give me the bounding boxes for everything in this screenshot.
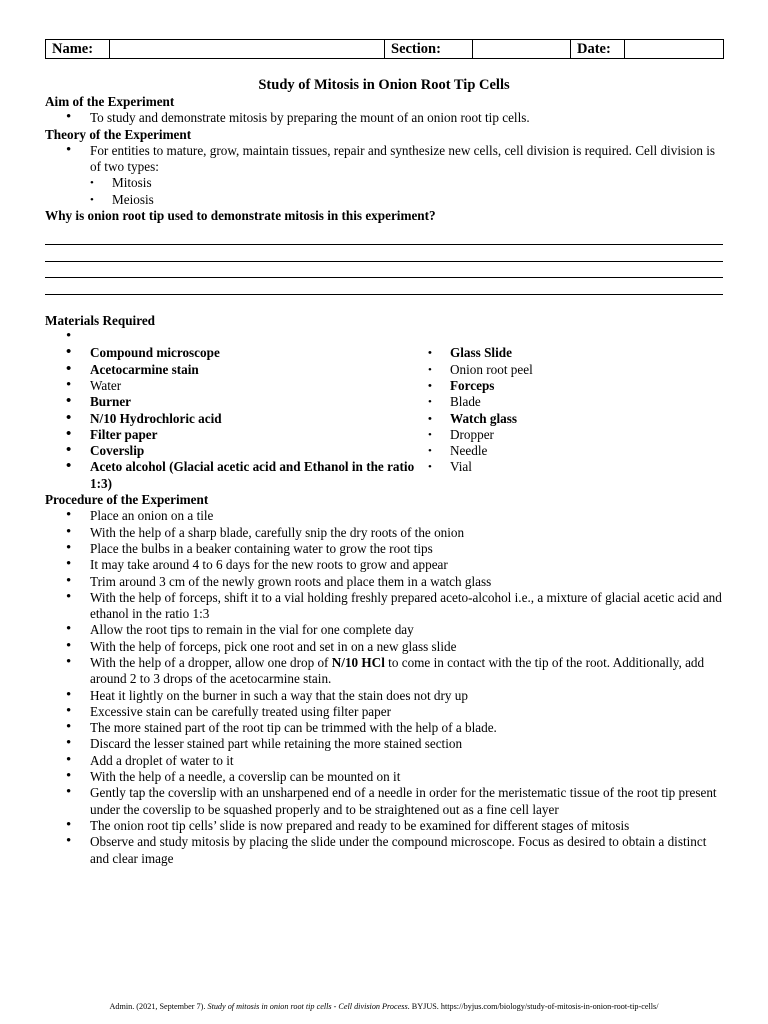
materials-columns [45, 345, 723, 492]
answer-line[interactable] [45, 262, 723, 279]
section-label: Section: [385, 40, 473, 59]
division-types-list [45, 175, 723, 208]
procedure-step [45, 655, 723, 688]
procedure-step: • With the help of forceps, pick one root and set in on a new glass slide [45, 639, 723, 655]
citation-footer [45, 1001, 723, 1012]
citation-title: Study of mitosis in onion root tip cells - Cell division Process [207, 1002, 408, 1011]
theory-text: • For entities to mature, grow, maintain tissues, repair and synthesize new cells, cell division is required. Cell division is of two types: [45, 143, 723, 176]
material-item: • Compound microscope [45, 345, 428, 361]
material-item: • Water [45, 378, 428, 394]
procedure-step: • Observe and study mitosis by placing the slide under the compound microscope. Focus as desired to obtain a distinct and clear image [45, 834, 723, 867]
theory-heading: Theory of the Experiment [45, 126, 192, 142]
answer-line[interactable] [45, 278, 723, 295]
procedure-step: • With the help of a sharp blade, carefully snip the dry roots of the onion [45, 525, 723, 541]
date-label: Date: [571, 40, 625, 59]
material-item: • Onion root peel [428, 362, 723, 378]
material-item: • Acetocarmine stain [45, 362, 428, 378]
empty-list-item [45, 329, 723, 345]
aim-list [45, 110, 723, 126]
step-text: to come in contact with the tip of the root. Additionally, add around 2 to 3 drops of the acetocarmine stain. [90, 654, 705, 687]
header-table [45, 39, 724, 59]
procedure-step: • Place an onion on a tile [45, 508, 723, 524]
material-item: • Forceps [428, 378, 723, 394]
material-item: • Burner [45, 394, 428, 410]
material-item: • Blade [428, 394, 723, 410]
theory-list [45, 143, 723, 176]
step-text: With the help of a dropper, allow one drop of [90, 654, 332, 670]
aim-item: • To study and demonstrate mitosis by preparing the mount of an onion root tip cells. [45, 110, 723, 126]
procedure-step: • The onion root tip cells’ slide is now prepared and ready to be examined for different stages of mitosis [45, 818, 723, 834]
material-item: • Coverslip [45, 443, 428, 459]
worksheet-page [45, 39, 723, 867]
page-title: Study of Mitosis in Onion Root Tip Cells [258, 77, 510, 93]
name-field[interactable] [110, 40, 385, 59]
procedure-step: • Gently tap the coverslip with an unsharpened end of a needle in order for the meristematic tissue of the root tip present under the coverslip to be squashed properly and to be straightened out as a fine cell layer [45, 785, 723, 818]
hcl-bold-text: N/10 HCl [331, 654, 385, 670]
citation-suffix: . BYJUS. https://byjus.com/biology/study-of-mitosis-in-onion-root-tip-cells/ [407, 1002, 659, 1011]
name-label: Name: [46, 40, 110, 59]
procedure-step: • Place the bulbs in a beaker containing water to grow the root tips [45, 541, 723, 557]
materials-right-list [428, 345, 723, 475]
citation-prefix: Admin. (2021, September 7). [109, 1002, 208, 1011]
material-item: • N/10 Hydrochloric acid [45, 411, 428, 427]
procedure-step: • Discard the lesser stained part while retaining the more stained section [45, 736, 723, 752]
procedure-step: • Excessive stain can be carefully treated using filter paper [45, 704, 723, 720]
question-text: Why is onion root tip used to demonstrate mitosis in this experiment? [45, 208, 436, 224]
section-field[interactable] [473, 40, 571, 59]
material-item: • Watch glass [428, 411, 723, 427]
material-item: • Vial [428, 459, 723, 475]
procedure-step: • Add a droplet of water to it [45, 753, 723, 769]
materials-left-list [45, 345, 428, 492]
answer-lines[interactable] [45, 228, 723, 294]
procedure-step: • Heat it lightly on the burner in such a way that the stain does not dry up [45, 688, 723, 704]
materials-heading: Materials Required [45, 312, 156, 328]
procedure-step: • With the help of forceps, shift it to a vial holding freshly prepared aceto-alcohol i.e., a mixture of glacial acetic acid and ethanol in the ratio 1:3 [45, 590, 723, 623]
procedure-heading: Procedure of the Experiment [45, 492, 209, 508]
division-type-mitosis: • Mitosis [45, 175, 723, 191]
procedure-step: • Trim around 3 cm of the newly grown roots and place them in a watch glass [45, 574, 723, 590]
aim-heading: Aim of the Experiment [45, 94, 175, 109]
procedure-step: • It may take around 4 to 6 days for the new roots to grow and appear [45, 557, 723, 573]
procedure-list [45, 508, 723, 867]
division-type-meiosis: • Meiosis [45, 192, 723, 208]
procedure-step: • The more stained part of the root tip can be trimmed with the help of a blade. [45, 720, 723, 736]
answer-line[interactable] [45, 228, 723, 245]
procedure-step: • Allow the root tips to remain in the vial for one complete day [45, 622, 723, 638]
materials-empty-list [45, 329, 723, 345]
material-item: • Glass Slide [428, 345, 723, 361]
material-item: • Filter paper [45, 427, 428, 443]
material-item: • Aceto alcohol (Glacial acetic acid and Ethanol in the ratio 1:3) [45, 459, 428, 492]
date-field[interactable] [625, 40, 724, 59]
material-item: • Needle [428, 443, 723, 459]
answer-line[interactable] [45, 245, 723, 262]
procedure-step: • With the help of a needle, a coverslip can be mounted on it [45, 769, 723, 785]
material-item: • Dropper [428, 427, 723, 443]
